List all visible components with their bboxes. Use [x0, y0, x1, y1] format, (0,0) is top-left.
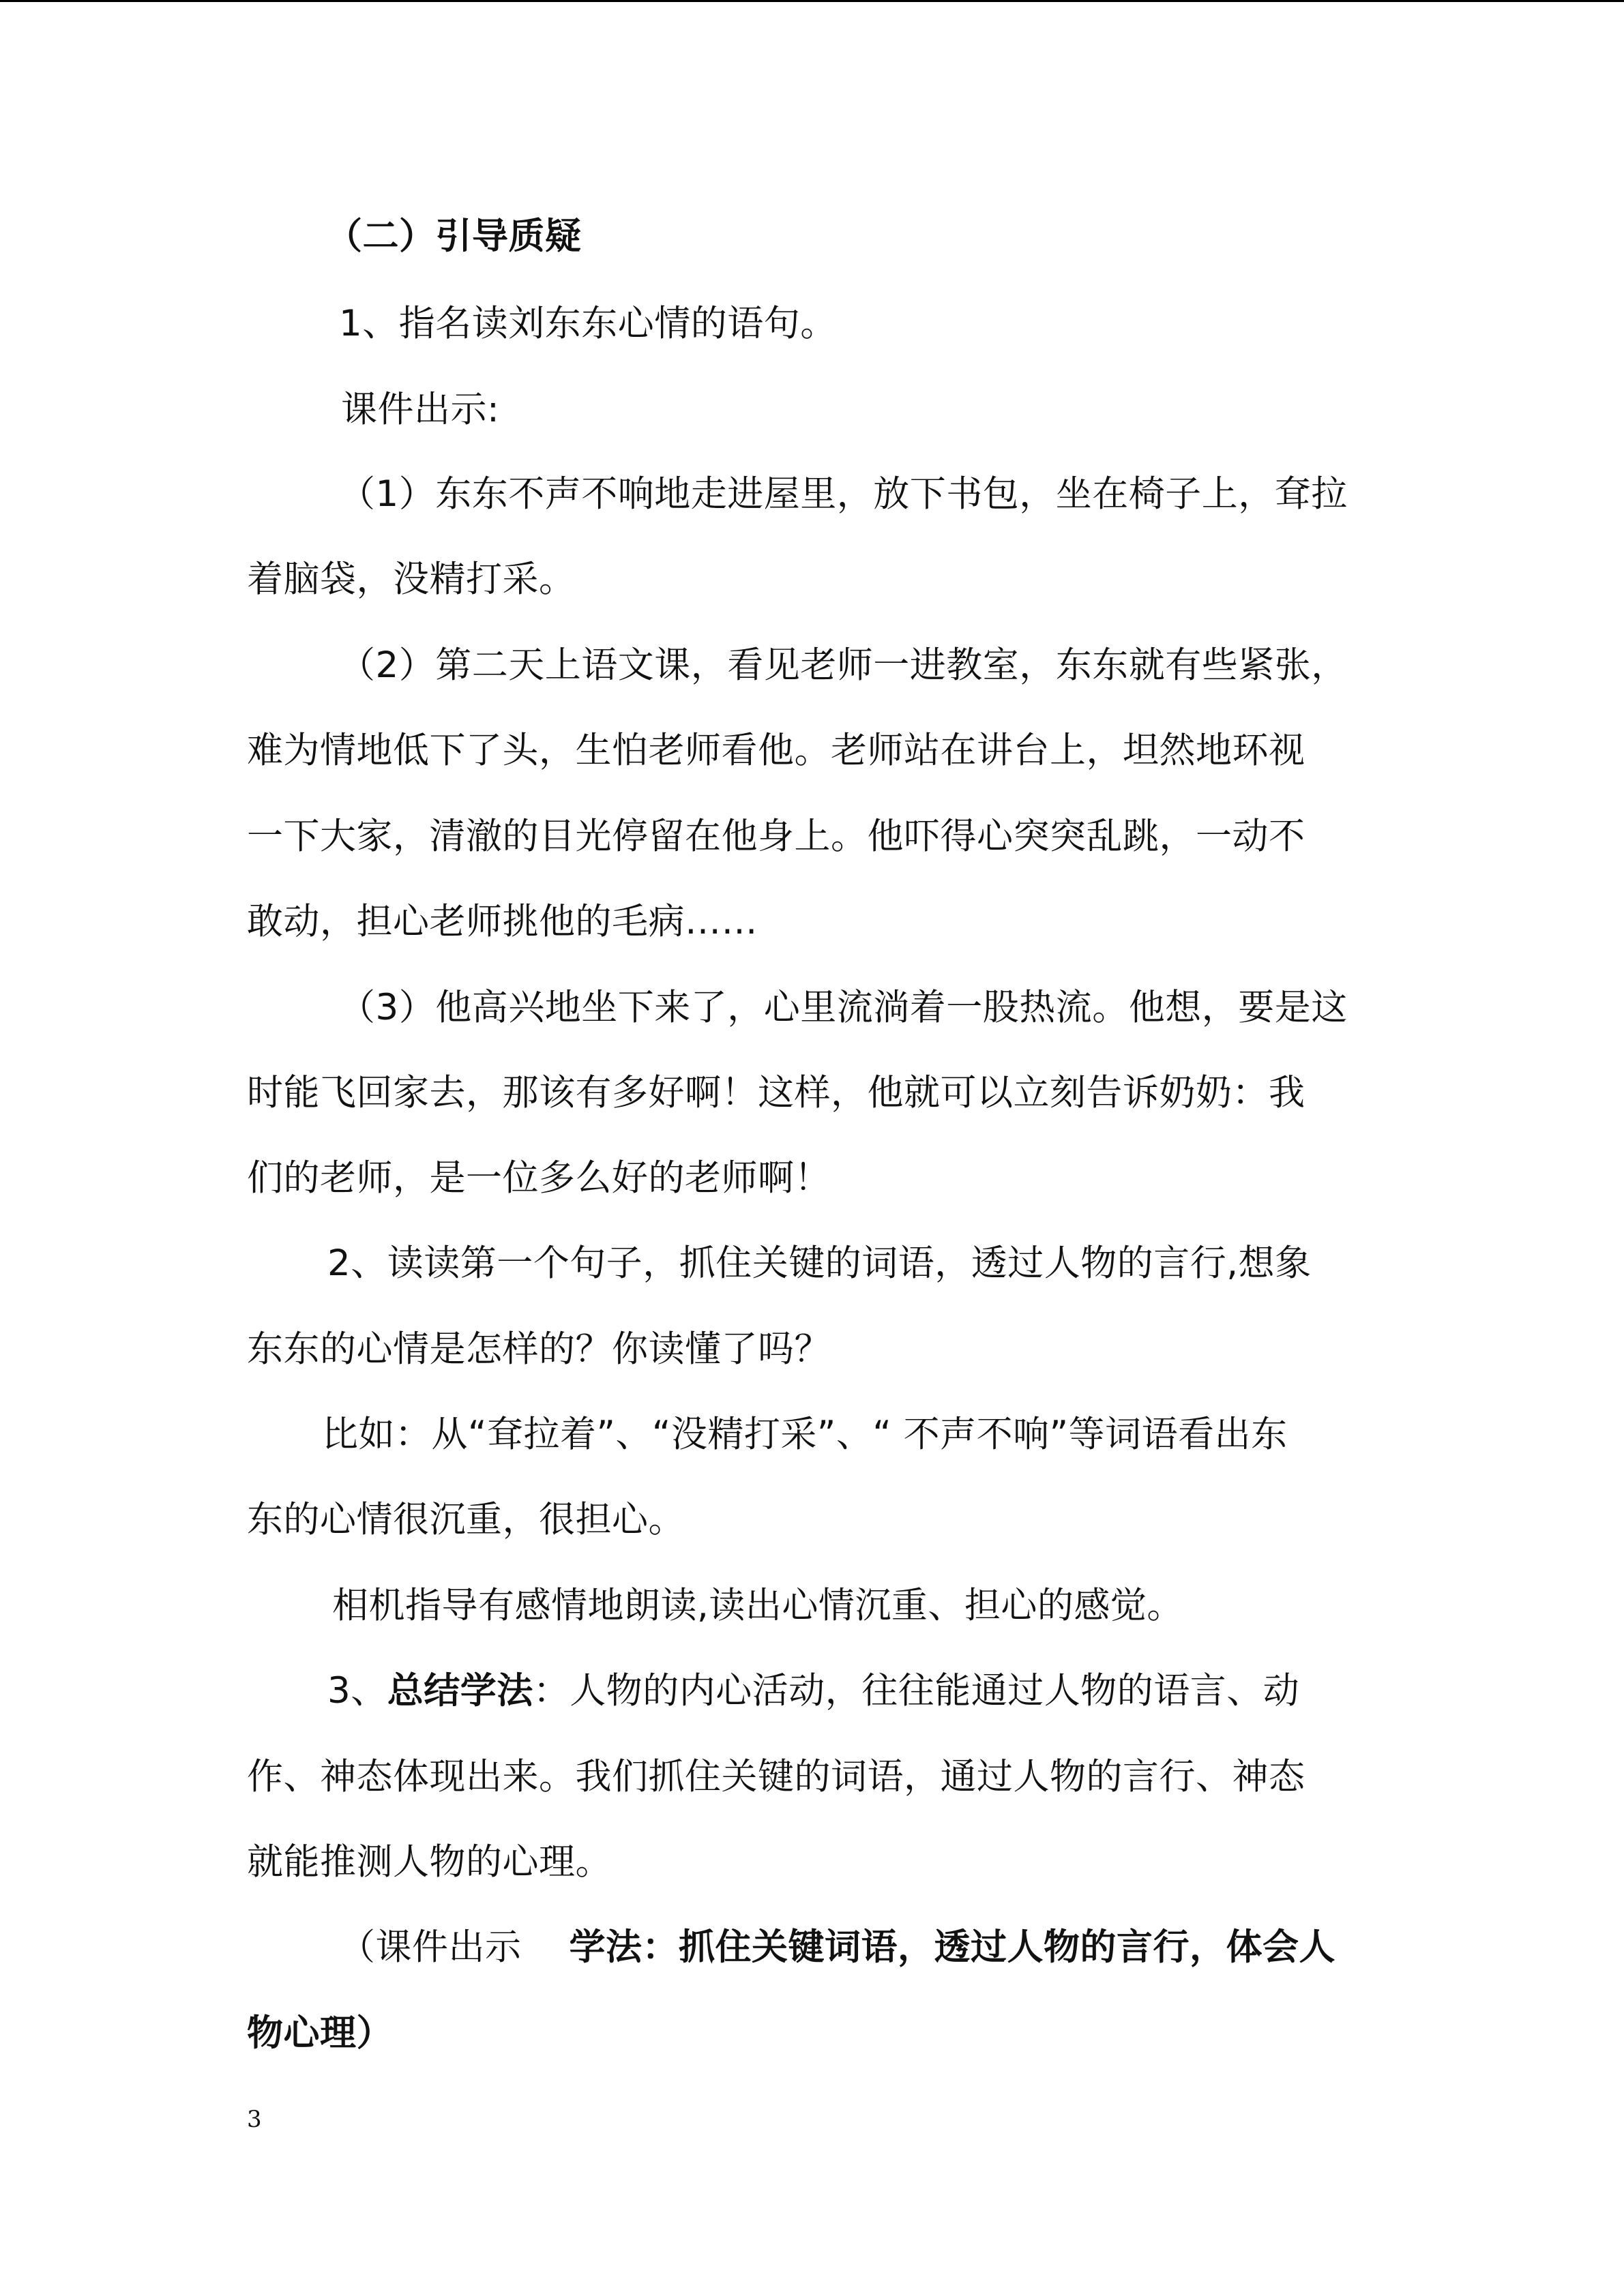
sentence-3-line-3: 们的老师，是一位多么好的老师啊！: [247, 1157, 831, 1199]
item-2-line-2: 东东的心情是怎样的？你读懂了吗？: [247, 1328, 831, 1370]
example-line-2: 东的心情很沉重，很担心。: [247, 1499, 685, 1540]
item-3-line-2: 作、神态体现出来。我们抓住关键的词语，通过人物的言行、神态: [247, 1756, 1305, 1798]
item-3-number: 3、: [327, 1670, 387, 1712]
sentence-2-line-3: 一下大家，清澈的目光停留在他身上。他吓得心突突乱跳，一动不: [247, 816, 1305, 857]
item-3-bold-label: 总结学法: [387, 1670, 533, 1712]
item-3-line-1: [327, 1667, 1299, 1715]
example-line-1: 比如：从“耷拉着”、“没精打采”、“ 不声不响”等词语看出东: [322, 1414, 1288, 1455]
courseware-method-prefix: （课件出示: [339, 1926, 522, 1968]
item-1: 1、指名读刘东东心情的语句。: [339, 303, 837, 344]
sentence-2-line-2: 难为情地低下了头，生怕老师看他。老师站在讲台上，坦然地环视: [247, 730, 1305, 771]
item-3-line-3: 就能推测人物的心理。: [247, 1841, 612, 1883]
sentence-2-line-1: （2）第二天上语文课，看见老师一进教室，东东就有些紧张，: [339, 644, 1348, 686]
item-3-line-1-rest: ：人物的内心活动，往往能通过人物的语言、动: [533, 1670, 1300, 1712]
courseware-method-line-1: [339, 1924, 1335, 1971]
courseware-label: 课件出示:: [341, 389, 500, 430]
sentence-3-line-1: （3）他高兴地坐下来了，心里流淌着一股热流。他想，要是这: [339, 987, 1348, 1028]
sentence-1-line-2: 着脑袋，没精打采。: [247, 558, 576, 600]
page-number: 3: [247, 2106, 262, 2133]
guidance-text: 相机指导有感情地朗读,读出心情沉重、担心的感觉。: [332, 1585, 1183, 1626]
courseware-method-bold-1: 学法：抓住关键词语，透过人物的言行，体会人: [569, 1926, 1335, 1968]
section-heading: （二）引导质疑: [326, 215, 582, 257]
courseware-method-line-2: 物心理）: [247, 2012, 393, 2054]
sentence-1-line-1: （1）东东不声不响地走进屋里，放下书包，坐在椅子上，耷拉: [339, 473, 1348, 515]
item-2-line-1: 2、读读第一个句子，抓住关键的词语，透过人物的言行,想象: [327, 1242, 1312, 1284]
sentence-2-line-4: 敢动，担心老师挑他的毛病……: [247, 901, 758, 942]
sentence-3-line-2: 时能飞回家去，那该有多好啊！这样，他就可以立刻告诉奶奶：我: [247, 1072, 1305, 1114]
